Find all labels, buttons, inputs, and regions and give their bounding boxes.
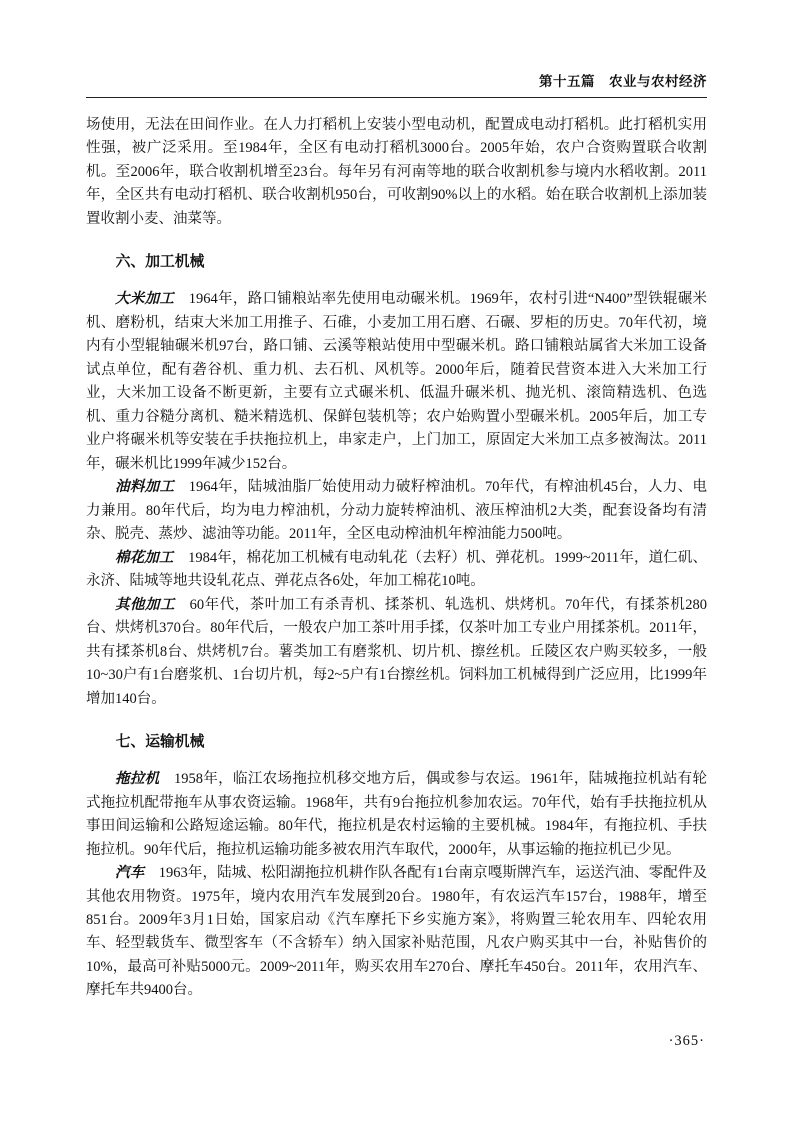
header-rule: [86, 97, 707, 98]
section-heading-transport-machinery: 七、运输机械: [115, 734, 205, 751]
term-label-rice-processing: 大米加工: [115, 291, 175, 308]
page-body: [86, 114, 707, 1003]
term-label-oil-processing: 油料加工: [115, 479, 175, 496]
term-label-automobile: 汽车: [115, 865, 145, 882]
paragraph-automobile: [86, 862, 707, 1003]
page-content-area: [86, 70, 707, 1003]
paragraph-text: 60年代，茶叶加工有杀青机、揉茶机、轧选机、烘烤机。70年代，有揉茶机280台、烘烤机370台。80年代后，一般农户加工茶叶用手揉，仅茶叶加工专业户用揉茶机。2011年，共有揉茶机8台、烘烤机7台。薯类加工有磨浆机、切片机、擦丝机。丘陵区农户购买较多，一般10~30户有1台磨浆机、1台切片机，每2~5户有1台擦丝机。饲料加工机械得到广泛应用，比1999年增加140台。: [86, 596, 708, 707]
term-label-cotton-processing: 棉花加工: [115, 549, 174, 566]
paragraph-cotton-processing: [86, 547, 707, 594]
paragraph-continuation: 场使用，无法在田间作业。在人力打稻机上安装小型电动机，配置成电动打稻机。此打稻机实用性强，被广泛采用。至1984年，全区有电动打稻机3000台。2005年始，农户合资购置联合收割机。至2006年，联合收割机增至23台。每年另有河南等地的联合收割机参与境内水稻收割。2011年，全区共有电动打稻机、联合收割机950台，可收割90%以上的水稻。始在联合收割机上添加装置收割小麦、油菜等。: [86, 117, 707, 227]
paragraph-text: 1964年，路口铺粮站率先使用电动碾米机。1969年，农村引进“N400”型铁辊碾米机、磨粉机，结束大米加工用推子、石碓，小麦加工用石磨、石碾、罗柜的历史。70年代初，境内有小型辊轴碾米机97台，路口铺、云溪等粮站使用中型碾米机。路口铺粮站属省大米加工设备试点单位，配有砻谷机、重力机、去石机、风机等。2000年后，随着民营资本进入大米加工行业，大米加工设备不断更新，主要有立式碾米机、低温升碾米机、抛光机、滚筒精选机、色选机、重力谷糙分离机、糙米精选机、保鲜包装机等；农户始购置小型碾米机。2005年后，加工专业户将碾米机等安装在手扶拖拉机上，串家走户，上门加工，原固定大米加工点多被淘汰。2011年，碾米机比1999年减少152台。: [86, 291, 708, 472]
paragraph-text: 1964年，陆城油脂厂始使用动力破籽榨油机。70年代，有榨油机45台，人力、电力兼用。80年代后，均为电力榨油机，分动力旋转榨油机、液压榨油机2大类，配套设备均有清杂、脱壳、蒸炒、滤油等功能。2011年，全区电动榨油机年榨油能力500吨。: [86, 479, 707, 543]
page-header: [86, 70, 707, 97]
section-heading-processing-machinery: 六、加工机械: [115, 254, 205, 271]
term-label-other-processing: 其他加工: [115, 596, 176, 613]
paragraph-other-processing: [86, 594, 707, 711]
page-header-title: 第十五篇 农业与农村经济: [539, 74, 707, 89]
paragraph-rice-processing: [86, 288, 707, 476]
paragraph-tractor: [86, 768, 707, 862]
term-label-tractor: 拖拉机: [115, 771, 160, 788]
paragraph-text: 1963年，陆城、松阳湖拖拉机耕作队各配有1台南京嘎斯牌汽车，运送汽油、零配件及其他农用物资。1975年，境内农用汽车发展到20台。1980年，有农运汽车157台，1988年，增至851台。2009年3月1日始，国家启动《汽车摩托下乡实施方案》，将购置三轮农用车、四轮农用车、轻型载货车、微型客车（不含轿车）纳入国家补贴范围，凡农户购买其中一台，补贴售价的10%，最高可补贴5000元。2009~2011年，购买农用车270台、摩托车450台。2011年，农用汽车、摩托车共9400台。: [86, 865, 707, 999]
paragraph-text: 1958年，临江农场拖拉机移交地方后，偶或参与农运。1961年，陆城拖拉机站有轮式拖拉机配带拖车从事农资运输。1968年，共有9台拖拉机参加农运。70年代，始有手扶拖拉机从事田间运输和公路短途运输。80年代，拖拉机是农村运输的主要机械。1984年，有拖拉机、手扶拖拉机。90年代后，拖拉机运输功能多被农用汽车取代，2000年，从事运输的拖拉机已少见。: [86, 771, 707, 858]
page-number: ·365·: [668, 1033, 705, 1049]
paragraph-oil-processing: [86, 476, 707, 546]
paragraph-text: 1984年，棉花加工机械有电动轧花（去籽）机、弹花机。1999~2011年，道仁矶、永济、陆城等地共设轧花点、弹花点各6处，年加工棉花10吨。: [86, 549, 708, 590]
